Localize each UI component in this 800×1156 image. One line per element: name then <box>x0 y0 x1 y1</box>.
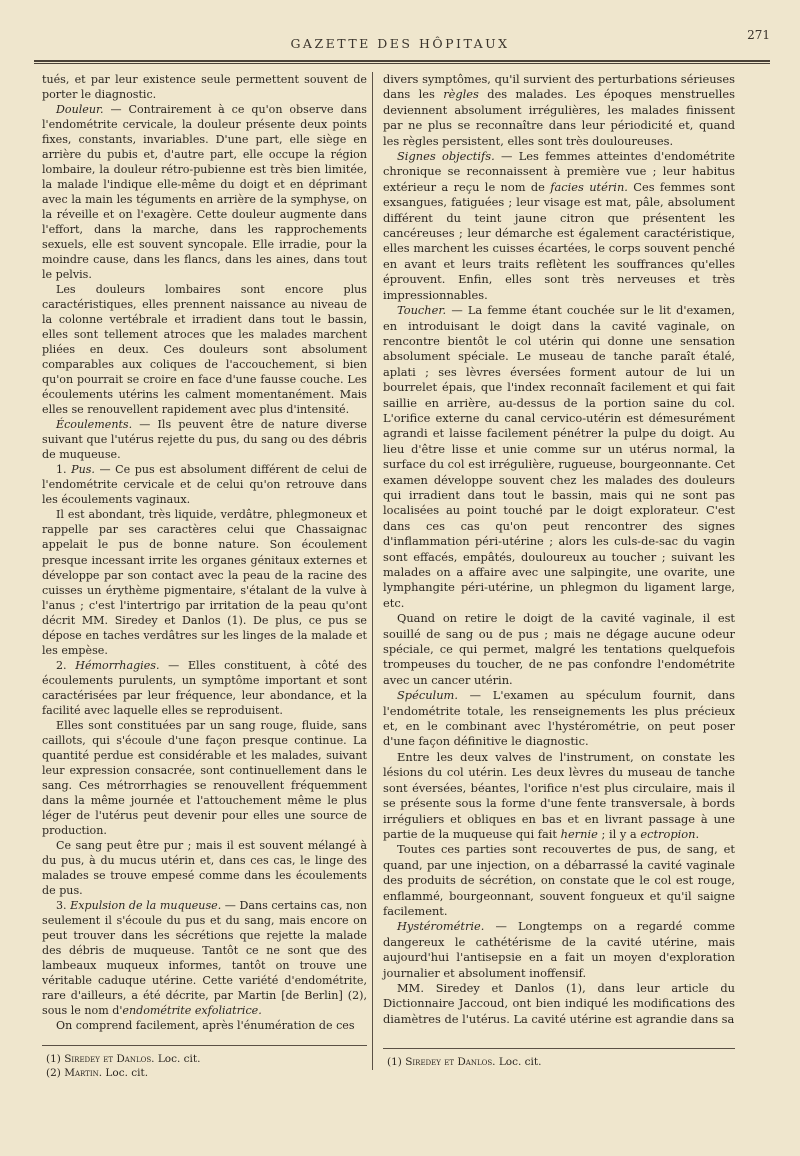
footnote-marker: (1) <box>387 1056 406 1068</box>
footnote-author: Siredey et Danlos. <box>64 1053 155 1065</box>
item-number: 3. <box>56 898 71 912</box>
section-heading-toucher: Toucher. <box>397 303 447 318</box>
paragraph-text: . <box>695 826 700 841</box>
paragraph-signes <box>383 149 735 303</box>
paragraph-text: des malades. Les époques menstruelles deviennent absolument irrégulières, les malades finissent par ne plus se reconnaître dans leur périodicité et, quand les règles persistent, elles sont très douloureuses. <box>383 87 735 148</box>
journal-title: GAZETTE DES HÔPITAUX <box>290 36 510 51</box>
paragraph <box>383 72 735 149</box>
paragraph-text: — L'examen au spéculum fournit, dans l'endométrite totale, les renseignements les plus précieux et, en le combinant avec l'hystérométrie, on peut poser d'une façon définitive le diagnostic. <box>383 688 735 749</box>
paragraph-text: — Ils peuvent être de nature diverse suivant que l'utérus rejette du pus, du sang ou des débris de muqueuse. <box>42 418 367 462</box>
section-heading-douleur: Douleur. <box>56 103 104 117</box>
paragraph-hysterometrie <box>383 919 735 981</box>
italic-term: règles <box>443 87 479 102</box>
paragraph-text: — La femme étant couchée sur le lit d'examen, en introduisant le doigt dans la cavité vaginale, on rencontre bientôt le col utérin qui donne une sensation absolument spéciale. Le museau de tanche paraît étalé, aplati ; ses lèvres éversées forment autour de lui un bourrelet épais, que l'index reconnaît facilement et qui fait saillie en arrière, au-dessus de la portion saine du col. L'orifice externe du canal cervico-utérin est démesurément agrandi et laisse facilement pénétrer la pulpe du doigt. Au lieu d'être lisse et unie comme sur un utérus normal, la surface du col est irrégulière, rugueuse, bourgeonnante. Cet examen développe souvent chez les malades des douleurs qui irradient dans tout le bassin, mais qui ne sont pas localisées au point touché par le doigt explorateur. C'est dans ces cas qu'on peut rencontrer des signes d'inflammation péri-utérine ; alors les culs-de-sac du vagin sont effacés, empâtés, douloureux au toucher ; suivant les malades on a affaire avec une salpingite, une ovarite, une lymphangite péri-utérine, un phlegmon du ligament large, etc. <box>383 303 735 610</box>
paragraph-text: — Contrairement à ce qu'on observe dans l'endométrite cervicale, la douleur présente deux points fixes, constants, invariables. D'une part, elle siège en arrière du pubis et, d'autre part, elle occupe la région lombaire, la douleur rétro-pubienne est très bien limitée, la malade l'indique elle-même du doigt et en déprimant avec la main les téguments en arrière de la symphyse, on la réveille et on l'exagère. Cette douleur augmente dans l'effort, dans la marche, dans les rapprochements sexuels, elle est souvent syncopale. Elle irradie, pour la moindre cause, dans les flancs, dans les aines, dans tout le pelvis. <box>42 103 367 282</box>
italic-term: endométrite exfoliatrice. <box>122 1003 262 1017</box>
paragraph-text: Ces femmes sont exsangues, fatiguées ; leur visage est mat, pâle, absolument différent du teint jaune citron que présentent les cancéreuses ; leur démarche est également caractéristique, elles marchent les cuisses écartées, le corps souvent penché en avant et leurs traits reflètent les souffrances qu'elles éprouvent. Enfin, elles sont très nerveuses et très impressionnables. <box>383 179 735 302</box>
footnote <box>383 1055 735 1069</box>
footnote <box>42 1052 367 1066</box>
footnote-ref: Loc. cit. <box>495 1056 542 1068</box>
footnote <box>42 1066 367 1080</box>
paragraph: Il est abondant, très liquide, verdâtre, phlegmoneux et rappelle par ses caractères celui que Chassaignac appelait le pus de bonne nature. Son écoulement presque incessant irrite les organes génitaux externes et développe par son contact avec la peau de la racine des cuisses un érythème pigmentaire, s'étalant de la vulve à l'anus ; c'est l'intertrigo par irritation de la peau qu'ont décrit MM. Siredey et Danlos (1). De plus, ce pus se dépose en taches verdâtres sur les linges de la malade et les empèse. <box>42 508 367 657</box>
page-number: 271 <box>747 28 770 42</box>
section-heading-hemorrhagies: Hémorrhagies. <box>75 658 160 672</box>
left-column <box>42 72 367 1033</box>
running-header <box>30 28 770 56</box>
section-heading-signes: Signes objectifs. <box>397 149 495 164</box>
paragraph-text: — Ce pus est absolument différent de celui de l'endométrite cervicale et de celui qu'on retrouve dans les écoulements vaginaux. <box>42 463 367 507</box>
paragraph-text: — Longtemps on a regardé comme dangereux le cathétérisme de la cavité utérine, mais aujourd'hui l'antisepsie en a fait un moyen d'exploration journalier et absolument inoffensif. <box>383 919 735 980</box>
paragraph-text: Entre les deux valves de l'instrument, on constate les lésions du col utérin. Les deux lèvres du museau de tanche sont éversées, béantes, l'orifice n'est plus circulaire, mais il se présente sous la forme d'une fente transversale, à bords irréguliers et obliques en bas et en livrant passage à une partie de la muqueuse qui fait <box>383 749 735 841</box>
paragraph: Les douleurs lombaires sont encore plus caractéristiques, elles prennent naissance au niveau de la colonne vertébrale et irradient dans tout le bassin, elles sont tellement atroces que les malades marchent pliées en deux. Ces douleurs sont absolument comparables aux coliques de l'accouchement, si bien qu'on pourrait se croire en face d'une fausse couche. Les écoulements utérins les calment momentanément. Mais elles se renouvellent rapidement avec plus d'intensité. <box>42 283 367 417</box>
paragraph-ecoulements <box>42 417 367 462</box>
italic-term: hernie <box>560 826 598 841</box>
footnote-author: Martin. <box>64 1067 103 1079</box>
paragraph-text: — Les femmes atteintes d'endométrite chronique se reconnaissent à première vue ; leur habitus extérieur a reçu le nom de <box>383 149 735 194</box>
paragraph: Toutes ces parties sont recouvertes de pus, de sang, et quand, par une injection, on a débarrassé la cavité vaginale des produits de sécrétion, on constate que le col est rouge, enflammé, bourgeonnant, souvent fongueux et qu'il saigne facilement. <box>383 842 735 918</box>
paragraph: On comprend facilement, après l'énumération de ces <box>56 1018 355 1032</box>
right-column <box>383 72 735 1027</box>
paragraph-toucher <box>383 303 735 611</box>
paragraph: tués, et par leur existence seule permettent souvent de porter le diagnostic. <box>42 73 367 102</box>
footnote-marker: (2) <box>46 1067 65 1079</box>
right-footnotes <box>383 1048 735 1069</box>
paragraph-expulsion <box>42 898 367 1018</box>
footnote-ref: Loc. cit. <box>154 1053 201 1065</box>
italic-term: facies utérin. <box>550 179 628 194</box>
paragraph-text: divers symptômes, qu'il survient des perturbations sérieuses dans les <box>383 72 735 102</box>
paragraph-pus <box>42 462 367 507</box>
left-footnotes <box>42 1045 367 1080</box>
item-number: 1. <box>56 463 72 477</box>
paragraph: Quand on retire le doigt de la cavité vaginale, il est souillé de sang ou de pus ; mais ne dégage aucune odeur spéciale, ce qui permet, malgré les tentations quelquefois trompeuses du toucher, de ne pas confondre l'endométrite avec un cancer utérin. <box>383 611 735 687</box>
paragraph-speculum <box>383 688 735 750</box>
footnote-marker: (1) <box>46 1053 65 1065</box>
section-heading-pus: Pus. <box>71 463 95 477</box>
section-heading-hysterometrie: Hystérométrie. <box>397 919 485 934</box>
column-divider <box>372 72 373 1070</box>
paragraph: Ce sang peut être pur ; mais il est souvent mélangé à du pus, à du mucus utérin et, dans ces cas, le linge des malades se trouve empesé comme dans les écoulements de pus. <box>42 838 367 897</box>
italic-term: ectropion <box>640 826 696 841</box>
footnote-author: Siredey et Danlos. <box>405 1056 496 1068</box>
paragraph-text: ; il y a <box>597 826 641 841</box>
footnote-rule <box>42 1045 367 1046</box>
footnote-ref: Loc. cit. <box>102 1067 149 1079</box>
paragraph-douleur <box>42 102 367 282</box>
item-number: 2. <box>56 658 76 672</box>
paragraph-hemorrhagies <box>42 658 367 718</box>
section-heading-expulsion: Expulsion de la muqueuse. <box>70 898 222 912</box>
footnote-rule <box>383 1048 735 1049</box>
paragraph <box>383 750 735 842</box>
section-heading-ecoulements: Écoulements. <box>56 418 133 432</box>
paragraph-text: — Elles constituent, à côté des écoulements purulents, un symptôme important et sont caractérisées par leur fréquence, leur abondance, et la facilité avec laquelle elles se reproduisent. <box>42 658 367 717</box>
section-heading-speculum: Spéculum. <box>397 688 458 703</box>
paragraph: Elles sont constituées par un sang rouge, fluide, sans caillots, qui s'écoule d'une façon presque continue. La quantité perdue est considérable et les malades, suivant leur expression consacrée, sont continuellement dans le sang. Ces métrorrhagies se renouvellent fréquemment dans la même journée et l'attouchement même le plus léger de l'utérus peut devenir pour elles une source de production. <box>42 718 367 837</box>
paragraph: MM. Siredey et Danlos (1), dans leur article du Dictionnaire Jaccoud, ont bien indiqué les modifications des diamètres de l'utérus. La cavité utérine est agrandie dans sa <box>383 980 735 1026</box>
header-rule <box>34 60 770 64</box>
paragraph-text: — Dans certains cas, non seulement il s'écoule du pus et du sang, mais encore on peut trouver dans les sécrétions que rejette la malade des débris de muqueuse. Tantôt ce ne sont que des lambeaux muqueux informes, tantôt on trouve une véritable caduque utérine. Cette variété d'endométrite, rare d'ailleurs, a été décrite, par Martin [de Berlin] (2), sous le nom d' <box>42 898 367 1017</box>
